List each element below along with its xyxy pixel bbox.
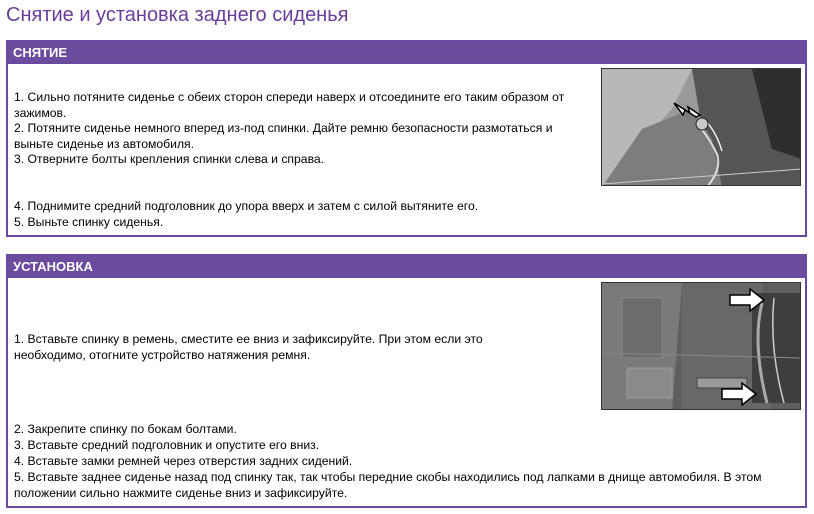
removal-section <box>6 40 807 237</box>
removal-photo <box>601 68 801 186</box>
installation-section <box>6 254 807 508</box>
installation-step-4: 4. Вставьте замки ремней через отверстия задних сидений. <box>14 454 353 468</box>
installation-step-3: 3. Вставьте средний подголовник и опустите его вниз. <box>14 438 320 452</box>
page-title: Снятие и установка заднего сиденья <box>6 4 349 26</box>
installation-photo <box>601 282 801 410</box>
installation-header: УСТАНОВКА <box>8 256 805 278</box>
removal-step-2: 2. Потяните сиденье немного вперед из-под спинки. Дайте ремню безопасности размотаться и выньте сиденье из автомобиля. <box>14 121 553 151</box>
installation-step-2: 2. Закрепите спинку по бокам болтами. <box>14 422 237 436</box>
removal-step-1: 1. Сильно потяните сиденье с обеих сторон спереди наверх и отсоедините его таким образом от зажимов. <box>14 90 565 120</box>
removal-step-3: 3. Отверните болты крепления спинки слева и справа. <box>14 152 325 166</box>
removal-step-5: 5. Выньте спинку сиденья. <box>14 215 164 229</box>
installation-step-5: 5. Вставьте заднее сиденье назад под спинку так, так чтобы передние скобы находились под лапками в днище автомобиля. В этом положении сильно нажмите сиденье вниз и зафиксируйте. <box>14 470 762 500</box>
removal-step-4: 4. Поднимите средний подголовник до упора вверх и затем с силой вытяните его. <box>14 199 479 213</box>
removal-header: СНЯТИЕ <box>8 42 805 64</box>
installation-step-1: 1. Вставьте спинку в ремень, сместите ее вниз и зафиксируйте. При этом если это необходимо, отогните устройство натяжения ремня. <box>14 332 483 362</box>
